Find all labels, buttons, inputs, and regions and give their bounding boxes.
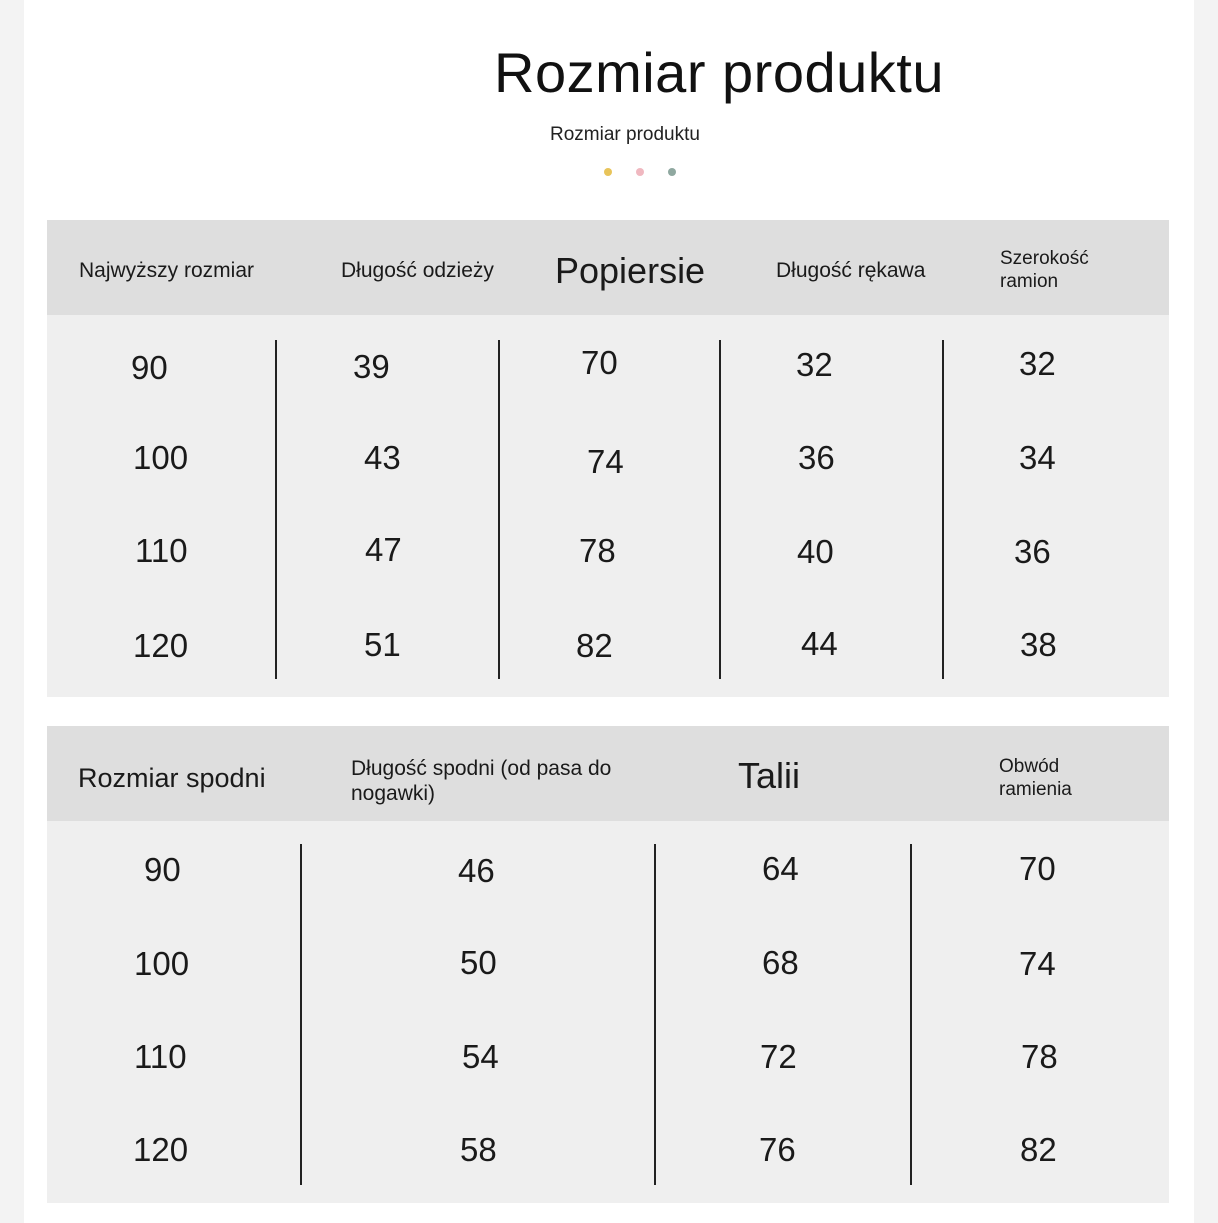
table-cell: 38: [1020, 626, 1057, 663]
table-cell: 36: [798, 439, 835, 476]
header-pants-length: Długość spodni (od pasa do nogawki): [351, 757, 612, 806]
table-cell: 43: [364, 439, 401, 476]
table-cell: 54: [462, 1038, 499, 1075]
table-cell: 82: [576, 627, 613, 664]
table-cell: 34: [1019, 439, 1056, 476]
table-cell: 72: [760, 1038, 797, 1075]
column-divider: [942, 340, 944, 679]
table-cell: 40: [797, 533, 834, 570]
table-cell: 100: [133, 439, 189, 476]
table-cell: 74: [1019, 945, 1056, 982]
dot-green-icon: [668, 168, 676, 176]
table-cell: 51: [364, 626, 401, 663]
size-chart-page: [24, 0, 1194, 1223]
table-cell: 64: [762, 850, 799, 887]
table-cell: 120: [133, 627, 189, 664]
table-cell: 70: [1019, 850, 1056, 887]
table-cell: 46: [458, 852, 495, 889]
table-cell: 100: [134, 945, 190, 982]
table-cell: 39: [353, 348, 390, 385]
table-cell: 76: [759, 1131, 796, 1168]
column-divider: [654, 844, 656, 1185]
top-table-header: [47, 220, 1169, 315]
header-sleeve-length: Długość rękawa: [776, 259, 926, 282]
table-cell: 90: [131, 349, 168, 386]
table-cell: 32: [1019, 345, 1056, 382]
table-cell: 78: [1021, 1038, 1058, 1075]
table-cell: 44: [801, 625, 838, 662]
column-divider: [498, 340, 500, 679]
dot-pink-icon: [636, 168, 644, 176]
page-subtitle: Rozmiar produktu: [550, 124, 700, 145]
table-cell: 36: [1014, 533, 1051, 570]
table-cell: 58: [460, 1131, 497, 1168]
bottom-table-header: [47, 726, 1169, 821]
table-cell: 82: [1020, 1131, 1057, 1168]
table-cell: 110: [135, 532, 188, 569]
dot-yellow-icon: [604, 168, 612, 176]
table-cell: 70: [581, 344, 618, 381]
header-shoulder-width: Szerokość ramion: [1000, 248, 1089, 292]
table-cell: 110: [134, 1038, 187, 1075]
table-cell: 32: [796, 346, 833, 383]
decorative-dots: [604, 168, 676, 176]
table-cell: 120: [133, 1131, 189, 1168]
bottom-size-table: [47, 726, 1169, 1203]
column-divider: [910, 844, 912, 1185]
page-title: Rozmiar produktu: [494, 41, 944, 104]
column-divider: [275, 340, 277, 679]
top-size-table: [47, 220, 1169, 697]
table-cell: 90: [144, 851, 181, 888]
table-cell: 68: [762, 944, 799, 981]
header-garment-length: Długość odzieży: [341, 259, 494, 282]
table-cell: 47: [365, 531, 402, 568]
header-arm-circumference: Obwód ramienia: [999, 756, 1072, 800]
header-waist: Talii: [738, 755, 801, 796]
table-cell: 78: [579, 532, 616, 569]
header-pants-size: Rozmiar spodni: [78, 763, 266, 793]
column-divider: [300, 844, 302, 1185]
header-top-size: Najwyższy rozmiar: [79, 259, 255, 282]
column-divider: [719, 340, 721, 679]
table-cell: 74: [587, 443, 624, 480]
header-bust: Popiersie: [555, 250, 706, 291]
table-cell: 50: [460, 944, 497, 981]
